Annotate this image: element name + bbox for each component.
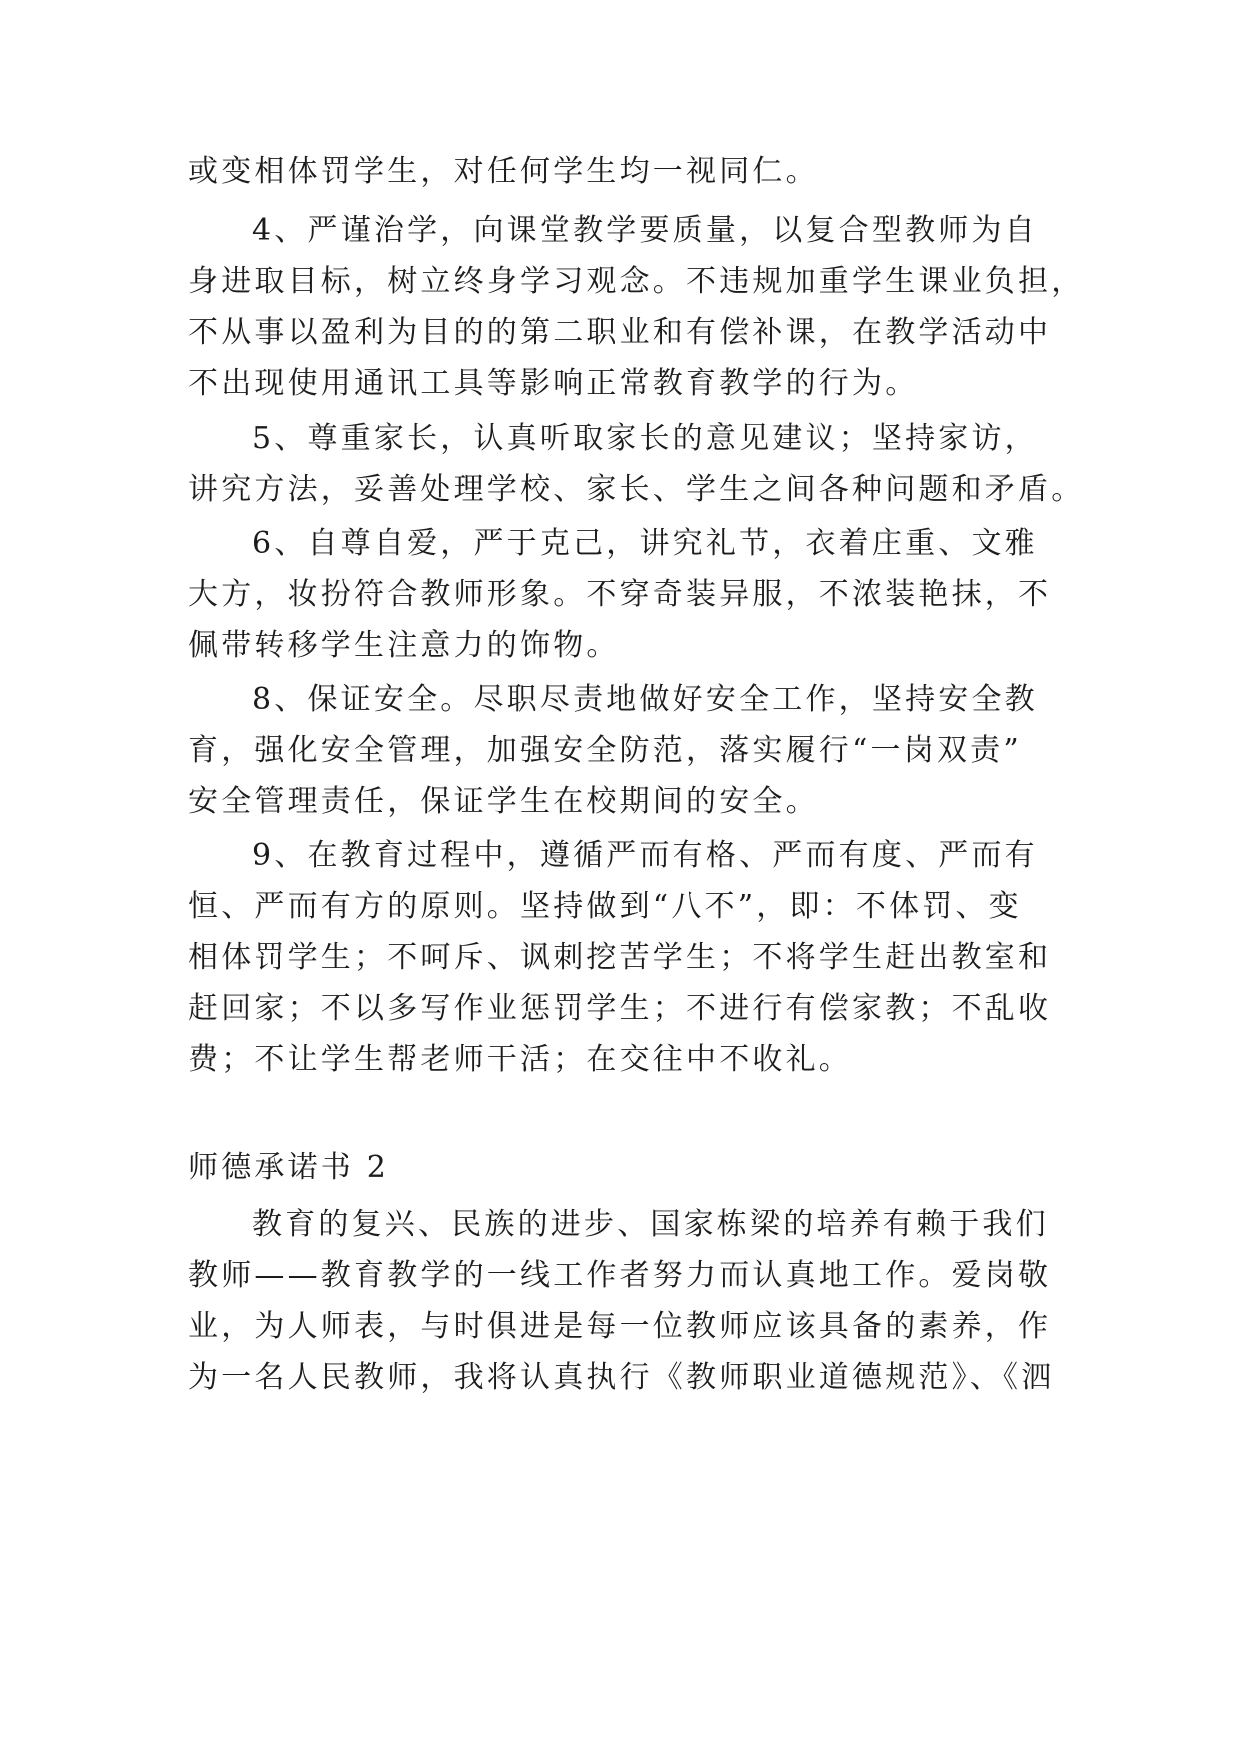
text-line: 或变相体罚学生，对任何学生均一视同仁。 bbox=[188, 154, 819, 189]
text-line: 育，强化安全管理，加强安全防范，落实履行“一岗双责” bbox=[188, 733, 1022, 768]
section-heading: 师德承诺书 2 bbox=[188, 1150, 390, 1185]
text-line: 不出现使用通讯工具等影响正常教育教学的行为。 bbox=[188, 366, 919, 401]
text-line: 安全管理责任，保证学生在校期间的安全。 bbox=[188, 784, 819, 819]
paragraph-start: 教育的复兴、民族的进步、国家栋梁的培养有赖于我们 bbox=[252, 1207, 1049, 1242]
text-line: 教师——教育教学的一线工作者努力而认真地工作。爱岗敬 bbox=[188, 1258, 1052, 1293]
clause-5-start: 5、尊重家长，认真听取家长的意见建议；坚持家访， bbox=[252, 421, 1038, 456]
text-line: 身进取目标，树立终身学习观念。不违规加重学生课业负担， bbox=[188, 264, 1085, 299]
text-line: 不从事以盈利为目的的第二职业和有偿补课，在教学活动中 bbox=[188, 315, 1052, 350]
clause-9-start: 9、在教育过程中，遵循严而有格、严而有度、严而有 bbox=[252, 838, 1038, 873]
clause-8-start: 8、保证安全。尽职尽责地做好安全工作，坚持安全教 bbox=[252, 682, 1038, 717]
text-line: 讲究方法，妥善处理学校、家长、学生之间各种问题和矛盾。 bbox=[188, 472, 1085, 507]
text-line: 为一名人民教师，我将认真执行《教师职业道德规范》、《泗 bbox=[188, 1360, 1055, 1395]
text-line: 费；不让学生帮老师干活；在交往中不收礼。 bbox=[188, 1042, 852, 1077]
text-line: 赶回家；不以多写作业惩罚学生；不进行有偿家教；不乱收 bbox=[188, 991, 1052, 1026]
text-line: 相体罚学生；不呵斥、讽刺挖苦学生；不将学生赶出教室和 bbox=[188, 940, 1052, 975]
clause-6-start: 6、自尊自爱，严于克己，讲究礼节，衣着庄重、文雅 bbox=[252, 526, 1038, 561]
text-line: 业，为人师表，与时俱进是每一位教师应该具备的素养，作 bbox=[188, 1309, 1052, 1344]
text-line: 佩带转移学生注意力的饰物。 bbox=[188, 628, 620, 663]
text-line: 大方，妆扮符合教师形象。不穿奇装异服，不浓装艳抹，不 bbox=[188, 577, 1052, 612]
text-line: 恒、严而有方的原则。坚持做到“八不”，即：不体罚、变 bbox=[188, 889, 1022, 924]
clause-4-start: 4、严谨治学，向课堂教学要质量，以复合型教师为自 bbox=[252, 213, 1038, 248]
